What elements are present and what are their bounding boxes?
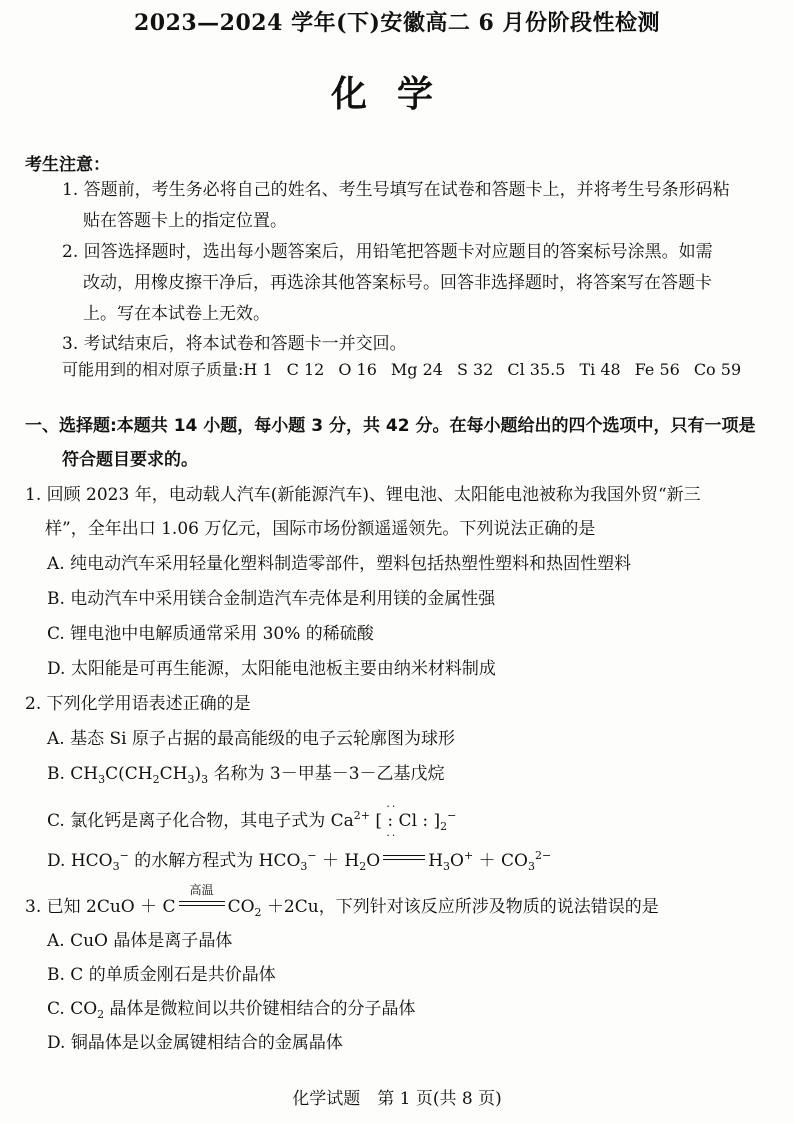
q3-stem: 3. 已知 2CuO ＋ C 高温 $CO_2 +2Cu$，下列针对该反应所涉及物质的说法错误的是 <box>25 883 659 919</box>
q2-option-a: A. 基态 Si 原子占据的最高能级的电子云轮廓图为球形 <box>47 729 455 749</box>
q2-option-c: C. 氯化钙是离子化合物，其电子式为 $Ca^{2+}$ ·· [ : Cl : ] ·· $_2$− <box>47 800 457 842</box>
q1-option-a: A. 纯电动汽车采用轻量化塑料制造零部件，塑料包括热塑性塑料和热固性塑料 <box>47 554 632 574</box>
q3-option-b: B. C 的单质金刚石是共价晶体 <box>47 965 276 985</box>
section1-heading: 一、选择题:本题共 14 小题，每小题 3 分，共 42 分。在每小题给出的四个选项中，只有一项是 <box>25 416 756 436</box>
mass-s: S 32 <box>456 360 494 379</box>
mass-co: Co 59 <box>693 360 742 379</box>
mass-mg: Mg 24 <box>390 360 443 379</box>
q1-stem: 1. 回顾 2023 年，电动载人汽车(新能源汽车)、锂电池、太阳能电池被称为我国外贸“新三 <box>25 485 701 505</box>
mass-cl: Cl 35.5 <box>507 360 566 379</box>
atomic-masses-line <box>62 362 741 378</box>
q2-option-b: B. $CH_3C(CH_2CH_3)_3$ 名称为 3－甲基－3－乙基戊烷 <box>47 764 445 786</box>
subject-title: 化学 <box>330 74 463 115</box>
q1-option-b: B. 电动汽车中采用镁合金制造汽车壳体是利用镁的金属性强 <box>47 589 496 609</box>
exam-header-title: 2023—2024 学年(下)安徽高二 6 月份阶段性检测 <box>133 10 661 36</box>
q3-option-d: D. 铜晶体是以金属键相结合的金属晶体 <box>47 1033 343 1053</box>
section1-heading-cont: 符合题目要求的。 <box>62 450 198 470</box>
mass-c: C 12 <box>286 360 325 379</box>
notice-heading: 考生注意： <box>25 155 110 175</box>
q1-stem-cont: 样”，全年出口 1.06 万亿元，国际市场份额遥遥领先。下列说法正确的是 <box>45 519 596 539</box>
atomic-masses-label: 可能用到的相对原子质量: <box>62 360 244 379</box>
page-footer: 化学试题 第 1 页(共 8 页) <box>292 1089 502 1109</box>
mass-h: H 1 <box>243 360 273 379</box>
notice-item-1-cont: 贴在答题卡上的指定位置。 <box>83 211 287 231</box>
q2-option-d: D. $HCO_3^-$ 的水解方程式为 $HCO_3^- + H_2O$ $H_3O^+ + CO_3^{2-}$ <box>47 849 552 873</box>
notice-item-2: 2. 回答选择题时，选出每小题答案后，用铅笔把答题卡对应题目的答案标号涂黑。如需 <box>62 242 713 262</box>
q3-option-c: C. $CO_2$ 晶体是微粒间以共价键相结合的分子晶体 <box>47 999 416 1021</box>
chloride-lewis-structure: ·· [ : Cl : ] ·· <box>375 800 441 842</box>
notice-item-2-cont: 改动，用橡皮擦干净后，再选涂其他答案标号。回答非选择题时，将答案写在答题卡 <box>83 273 712 293</box>
notice-item-1: 1. 答题前，考生务必将自己的姓名、考生号填写在试卷和答题卡上，并将考生号条形码粘 <box>62 180 730 200</box>
reaction-condition-arrow: 高温 <box>179 898 225 910</box>
q2-stem: 2. 下列化学用语表述正确的是 <box>25 694 251 714</box>
equilibrium-arrow <box>383 853 425 863</box>
notice-item-2-cont2: 上。写在本试卷上无效。 <box>83 304 270 324</box>
notice-item-3: 3. 考试结束后，将本试卷和答题卡一并交回。 <box>62 334 407 354</box>
q1-option-d: D. 太阳能是可再生能源，太阳能电池板主要由纳米材料制成 <box>47 659 496 679</box>
mass-o: O 16 <box>338 360 377 379</box>
mass-ti: Ti 48 <box>579 360 621 379</box>
q1-option-c: C. 锂电池中电解质通常采用 30% 的稀硫酸 <box>47 624 374 644</box>
mass-fe: Fe 56 <box>634 360 680 379</box>
q3-option-a: A. CuO 晶体是离子晶体 <box>47 931 233 951</box>
